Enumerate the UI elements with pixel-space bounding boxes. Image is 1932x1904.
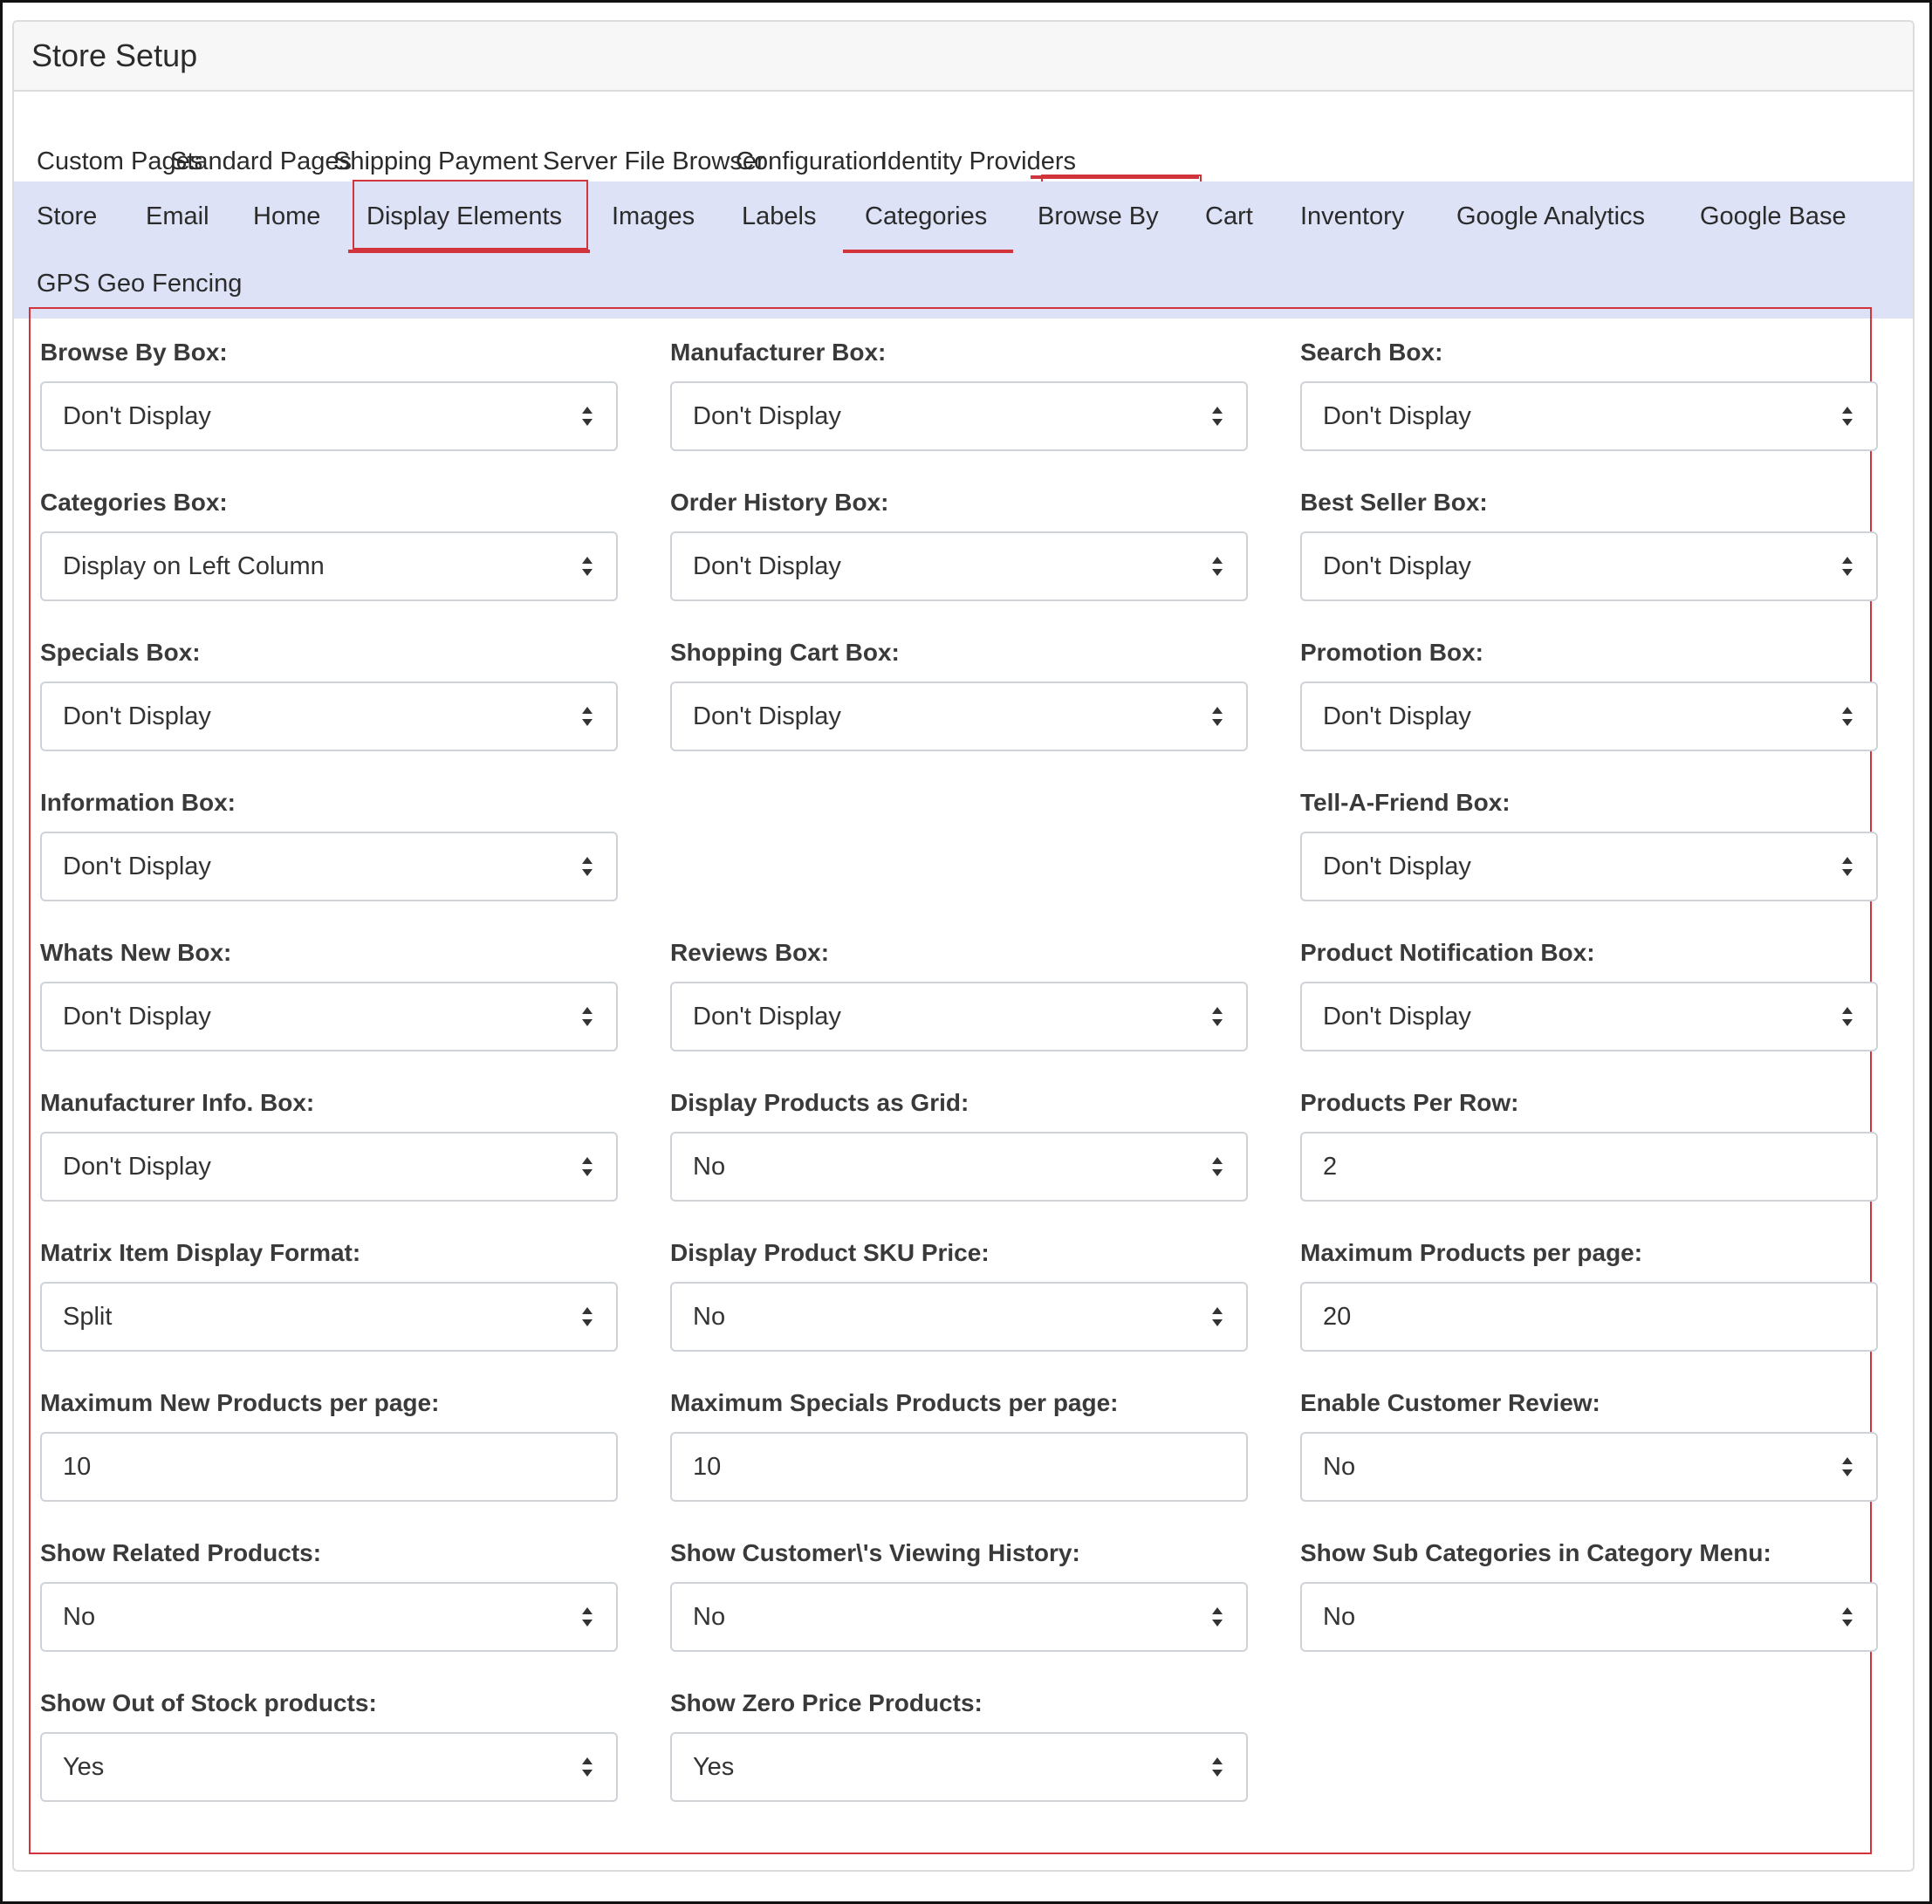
field-label: Display Product SKU Price: xyxy=(670,1239,990,1266)
field-label: Reviews Box: xyxy=(670,939,830,966)
product-notification-box-select[interactable] xyxy=(1300,982,1878,1051)
display-elements-underline xyxy=(348,250,590,253)
select-value: Don't Display xyxy=(63,702,211,730)
field-label: Categories Box: xyxy=(40,489,228,516)
field-enable-customer-review xyxy=(1300,1386,1878,1481)
select-value: Don't Display xyxy=(693,402,841,430)
select-value: No xyxy=(63,1603,96,1631)
select-caret-icon xyxy=(581,704,593,729)
field-show-related-products xyxy=(40,1536,618,1631)
select-caret-icon xyxy=(581,1305,593,1329)
order-history-box-select[interactable] xyxy=(670,531,1248,601)
field-label: Whats New Box: xyxy=(40,939,232,966)
select-caret-icon xyxy=(1211,1605,1223,1629)
configuration-underline xyxy=(1031,175,1199,179)
field-label: Show Zero Price Products: xyxy=(670,1689,983,1716)
field-label: Show Customer\'s Viewing History: xyxy=(670,1539,1080,1566)
sub-tab-bar xyxy=(14,181,1913,318)
field-information-box xyxy=(40,785,618,880)
tab-standard-pages[interactable]: Standard Pages xyxy=(170,147,352,175)
select-value: Don't Display xyxy=(693,1003,841,1031)
field-specials-box xyxy=(40,635,618,730)
field-maximum-specials-products-per-page xyxy=(670,1386,1248,1481)
subtab-gps-geo-fencing[interactable]: GPS Geo Fencing xyxy=(37,270,243,298)
show-customer-viewing-history-select[interactable] xyxy=(670,1582,1248,1652)
select-value: Yes xyxy=(63,1753,105,1781)
select-value: Don't Display xyxy=(1323,1003,1471,1031)
manufacturer-box-select[interactable] xyxy=(670,381,1248,451)
select-value: Split xyxy=(63,1303,113,1331)
select-caret-icon xyxy=(581,554,593,579)
input-value: 10 xyxy=(63,1453,92,1481)
tab-custom-pages[interactable]: Custom Pages xyxy=(37,147,203,175)
select-caret-icon xyxy=(581,1004,593,1029)
field-label: Manufacturer Info. Box: xyxy=(40,1089,315,1116)
shopping-cart-box-select[interactable] xyxy=(670,681,1248,751)
field-label: Manufacturer Box: xyxy=(670,339,887,366)
field-reviews-box xyxy=(670,935,1248,1031)
main-tab-bar xyxy=(14,92,1913,181)
maximum-specials-products-per-page-input[interactable] xyxy=(670,1432,1248,1502)
field-label: Information Box: xyxy=(40,789,236,816)
input-value: 10 xyxy=(693,1453,722,1481)
field-manufacturer-info-box xyxy=(40,1086,618,1181)
subtab-store[interactable]: Store xyxy=(37,202,98,230)
field-matrix-item-display-format xyxy=(40,1236,618,1331)
select-value: Don't Display xyxy=(1323,853,1471,880)
field-whats-new-box xyxy=(40,935,618,1031)
subtab-display-elements[interactable]: Display Elements xyxy=(367,202,563,230)
select-value: No xyxy=(693,1603,726,1631)
best-seller-box-select[interactable] xyxy=(1300,531,1878,601)
select-caret-icon xyxy=(1841,554,1853,579)
subtab-labels[interactable]: Labels xyxy=(742,202,817,230)
field-label: Best Seller Box: xyxy=(1300,489,1488,516)
field-show-customer-viewing-history xyxy=(670,1536,1248,1631)
field-label: Browse By Box: xyxy=(40,339,228,366)
field-show-sub-categories-in-category-menu xyxy=(1300,1536,1878,1631)
tab-server-file-browser[interactable]: Server File Browser xyxy=(543,147,765,175)
display-elements-form xyxy=(29,307,1872,1854)
subtab-home[interactable]: Home xyxy=(253,202,321,230)
select-caret-icon xyxy=(581,1154,593,1179)
select-value: No xyxy=(1323,1603,1356,1631)
maximum-new-products-per-page-input[interactable] xyxy=(40,1432,618,1502)
search-box-select[interactable] xyxy=(1300,381,1878,451)
field-product-notification-box xyxy=(1300,935,1878,1031)
field-label: Products Per Row: xyxy=(1300,1089,1519,1116)
field-manufacturer-box xyxy=(670,335,1248,430)
panel-header xyxy=(14,22,1913,92)
input-value: 2 xyxy=(1323,1153,1338,1181)
select-caret-icon xyxy=(1841,404,1853,428)
select-value: No xyxy=(1323,1453,1356,1481)
select-caret-icon xyxy=(581,1605,593,1629)
select-value: Don't Display xyxy=(63,853,211,880)
select-caret-icon xyxy=(1841,854,1853,879)
select-caret-icon xyxy=(1211,1154,1223,1179)
subtab-browse-by[interactable]: Browse By xyxy=(1038,202,1159,230)
field-label: Show Related Products: xyxy=(40,1539,322,1566)
select-value: Don't Display xyxy=(63,402,211,430)
field-label: Maximum New Products per page: xyxy=(40,1389,440,1416)
select-caret-icon xyxy=(581,404,593,428)
select-value: Don't Display xyxy=(63,1153,211,1181)
select-caret-icon xyxy=(1841,1455,1853,1479)
categories-underline xyxy=(843,250,1013,253)
categories-box-select[interactable] xyxy=(40,531,618,601)
field-search-box xyxy=(1300,335,1878,430)
show-sub-categories-select[interactable] xyxy=(1300,1582,1878,1652)
select-caret-icon xyxy=(1841,1605,1853,1629)
field-label: Tell-A-Friend Box: xyxy=(1300,789,1511,816)
select-caret-icon xyxy=(1841,704,1853,729)
field-order-history-box xyxy=(670,485,1248,580)
show-related-products-select[interactable] xyxy=(40,1582,618,1652)
select-value: Yes xyxy=(693,1753,735,1781)
subtab-cart[interactable]: Cart xyxy=(1205,202,1253,230)
field-label: Product Notification Box: xyxy=(1300,939,1595,966)
specials-box-select[interactable] xyxy=(40,681,618,751)
field-label: Show Sub Categories in Category Menu: xyxy=(1300,1539,1771,1566)
select-caret-icon xyxy=(1211,404,1223,428)
field-categories-box xyxy=(40,485,618,580)
maximum-products-per-page-input[interactable] xyxy=(1300,1282,1878,1352)
field-best-seller-box xyxy=(1300,485,1878,580)
field-label: Maximum Products per page: xyxy=(1300,1239,1643,1266)
select-value: Don't Display xyxy=(693,552,841,580)
field-label: Shopping Cart Box: xyxy=(670,639,900,666)
select-value: Don't Display xyxy=(63,1003,211,1031)
field-shopping-cart-box xyxy=(670,635,1248,730)
field-label: Show Out of Stock products: xyxy=(40,1689,377,1716)
browse-by-box-select[interactable] xyxy=(40,381,618,451)
tab-payment[interactable]: Payment xyxy=(438,147,538,175)
select-caret-icon xyxy=(581,1755,593,1779)
display-elements-highlight-box xyxy=(353,180,588,250)
field-label: Display Products as Grid: xyxy=(670,1089,969,1116)
display-products-as-grid-select[interactable] xyxy=(670,1132,1248,1202)
information-box-select[interactable] xyxy=(40,832,618,901)
matrix-item-display-format-select[interactable] xyxy=(40,1282,618,1352)
input-value: 20 xyxy=(1323,1303,1352,1331)
field-maximum-new-products-per-page xyxy=(40,1386,618,1481)
subtab-inventory[interactable]: Inventory xyxy=(1300,202,1405,230)
field-promotion-box xyxy=(1300,635,1878,730)
show-out-of-stock-products-select[interactable] xyxy=(40,1732,618,1802)
field-display-product-sku-price xyxy=(670,1236,1248,1331)
subtab-email[interactable]: Email xyxy=(146,202,209,230)
reviews-box-select[interactable] xyxy=(670,982,1248,1051)
field-products-per-row xyxy=(1300,1086,1878,1181)
field-label: Promotion Box: xyxy=(1300,639,1483,666)
tab-configuration[interactable]: Configuration xyxy=(736,147,887,175)
manufacturer-info-box-select[interactable] xyxy=(40,1132,618,1202)
select-caret-icon xyxy=(1211,1755,1223,1779)
field-label: Enable Customer Review: xyxy=(1300,1389,1600,1416)
field-label: Maximum Specials Products per page: xyxy=(670,1389,1119,1416)
select-value: Don't Display xyxy=(1323,702,1471,730)
field-tell-a-friend-box xyxy=(1300,785,1878,880)
whats-new-box-select[interactable] xyxy=(40,982,618,1051)
products-per-row-input[interactable] xyxy=(1300,1132,1878,1202)
enable-customer-review-select[interactable] xyxy=(1300,1432,1878,1502)
select-value: No xyxy=(693,1303,726,1331)
select-caret-icon xyxy=(1211,554,1223,579)
select-value: Don't Display xyxy=(1323,402,1471,430)
field-label: Order History Box: xyxy=(670,489,889,516)
field-show-out-of-stock-products xyxy=(40,1686,618,1781)
subtab-images[interactable]: Images xyxy=(612,202,695,230)
field-display-products-as-grid xyxy=(670,1086,1248,1181)
select-caret-icon xyxy=(1211,1305,1223,1329)
field-label: Specials Box: xyxy=(40,639,201,666)
select-value: Don't Display xyxy=(1323,552,1471,580)
subtab-google-base[interactable]: Google Base xyxy=(1700,202,1846,230)
field-maximum-products-per-page xyxy=(1300,1236,1878,1331)
select-value: No xyxy=(693,1153,726,1181)
tell-a-friend-box-select[interactable] xyxy=(1300,832,1878,901)
select-value: Don't Display xyxy=(693,702,841,730)
field-show-zero-price-products xyxy=(670,1686,1248,1781)
subtab-google-analytics[interactable]: Google Analytics xyxy=(1456,202,1646,230)
select-value: Display on Left Column xyxy=(63,552,325,580)
tab-shipping[interactable]: Shipping xyxy=(333,147,432,175)
page-title: Store Setup xyxy=(31,38,198,73)
display-product-sku-price-select[interactable] xyxy=(670,1282,1248,1352)
subtab-categories[interactable]: Categories xyxy=(865,202,988,230)
show-zero-price-products-select[interactable] xyxy=(670,1732,1248,1802)
tab-identity-providers[interactable]: Identity Providers xyxy=(880,147,1077,175)
select-caret-icon xyxy=(1211,1004,1223,1029)
field-browse-by-box xyxy=(40,335,618,430)
promotion-box-select[interactable] xyxy=(1300,681,1878,751)
field-label: Search Box: xyxy=(1300,339,1443,366)
field-label: Matrix Item Display Format: xyxy=(40,1239,361,1266)
select-caret-icon xyxy=(1211,704,1223,729)
select-caret-icon xyxy=(581,854,593,879)
select-caret-icon xyxy=(1841,1004,1853,1029)
